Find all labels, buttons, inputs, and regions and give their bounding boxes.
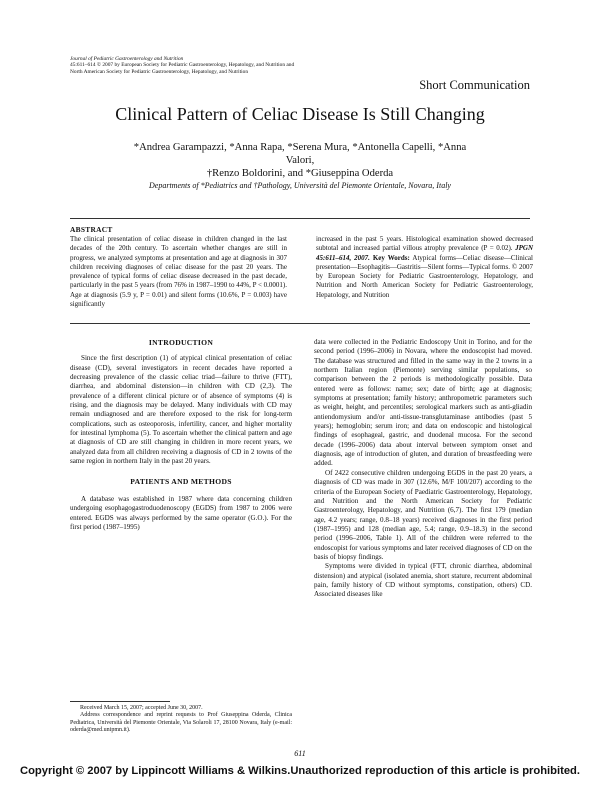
patients-methods-heading: PATIENTS AND METHODS xyxy=(130,477,232,487)
abstract-text-right xyxy=(316,235,533,300)
methods-paragraph-1: data were collected in the Pediatric Endoscopy Unit in Torino, and for the second period (1996–2006) in Novara, where the endoscopist had moved. The database was structured and filled in the same way in the 2 towns in a northern Italian region (Piemonte) serving similar populations, so comparison between the 2 periods is methodologically possible. Data entered were as follows: name; sex; date of birth; age at diagnosis; symptoms at presentation; family history; anthropometric parameters such as weight, height, and percentiles; serological markers such as anti-gliadin antiendomysium and/or anti-tissue-transglutaminase antibodies (past 5 years); hemoglobin; serum iron; and data on endoscopic and histological findings of esophageal, gastric, and duodenal mucosa. For the second decade (1996–2006) data about interval between symptom onset and diagnosis, age of introduction of gluten, and duration of breastfeeding were added. xyxy=(314,338,532,468)
footnote-address: Address correspondence and reprint requests to Prof Giuseppina Oderda, Clinica Pediatrica, Università del Piemonte Orientale, Via Solaroli 17, 28100 Novara, Italy (e-mail: oderda@med.unipmn.it). xyxy=(70,712,292,733)
methods-paragraph-2: Of 2422 consecutive children undergoing EGDS in the past 20 years, a diagnosis of CD was made in 307 (12.6%, M/F 100/207) according to the criteria of the European Society of Paediatric Gastroenterology, Hepatology, and Nutrition and the North American Society for Pediatric Gastroenterology, Hepatology, and Nutrition (6,7). The first 179 (median age, 4.2 years; range, 0.8–18 years) received diagnoses in the first period (1987–1995) and 128 (median age, 5.4; range, 0.9–18.3) in the second period (1996–2006, Table 1). All of the children were referred to the endoscopist for various symptoms and later received diagnoses of CD on the basis of biopsy findings. xyxy=(314,468,532,561)
author-line-1: *Andrea Garampazzi, *Anna Rapa, *Serena Mura, *Antonella Capelli, *Anna Valori, xyxy=(133,142,467,166)
affiliations: Departments of *Pediatrics and †Pathology, Università del Piemonte Orientale, Novara, Italy xyxy=(149,181,451,190)
article-title: Clinical Pattern of Celiac Disease Is Still Changing xyxy=(115,104,485,124)
body-column-right xyxy=(314,338,532,600)
journal-volume-line: 45:611–614 © 2007 by European Society for Pediatric Gastroenterology, Hepatology, and Nutrition and xyxy=(70,62,295,69)
introduction-heading: INTRODUCTION xyxy=(148,338,214,347)
abstract-bottom-rule xyxy=(70,323,530,324)
copyright-notice: Copyright © 2007 by Lippincott Williams & Wilkins.Unauthorized reproduction of this article is prohibited. xyxy=(19,765,580,777)
methods-paragraph-3: Symptoms were divided in typical (FTT, chronic diarrhea, abdominal distension) and atypical (isolated anemia, short stature, recurrent abdominal pain, family history of CD without symptoms, constipation, others) CD. Associated diseases like xyxy=(314,562,532,599)
keywords: Atypical forms—Celiac disease—Clinical presentation—Esophagitis—Gastritis—Silent forms—Typical forms. © 2007 by European Society for Pediatric Gastroenterology, Hepatology, and Nutrition and North American Society for Pediatric Gastroenterology, Hepatology, and Nutrition xyxy=(316,253,533,299)
abstract-top-rule xyxy=(70,218,530,219)
author-list xyxy=(120,141,480,180)
introduction-paragraph: Since the first description (1) of atypical clinical presentation of celiac disease (CD), several investigators in recent decades have reported a decreasing prevalence of the classic celiac triad—failure to thrive (FTT), diarrhea, and abdominal distension—in children with CD (2,3). The prevalence of a different clinical picture or of absence of symptoms (4) is rising, and the diagnosis may be delayed. Many individuals with CD may remain undiagnosed and are therefore exposed to the risk for long-term complications, such as osteoporosis, infertility, cancer, and higher mortality for intestinal lymphoma (5). To ascertain whether the clinical pattern and age at diagnosis of CD are still changing in children in more recent years, we analyzed data from all children receiving a diagnosis of CD in 2 towns of the same region in northern Italy in the past 20 years. xyxy=(70,354,292,466)
abstract-text-continued: increased in the past 5 years. Histological examination showed decreased subtotal and increased partial villous atrophy prevalence (P = 0.02). xyxy=(316,235,533,253)
footnote-received: Received March 15, 2007; accepted June 30, 2007. xyxy=(80,705,203,711)
journal-header xyxy=(70,56,470,75)
keywords-label: Key Words: xyxy=(372,253,410,262)
footnote xyxy=(70,705,292,734)
journal-society-line: North American Society for Pediatric Gastroenterology, Hepatology, and Nutrition xyxy=(70,68,249,75)
patients-methods-paragraph: A database was established in 1987 where data concerning children undergoing esophagogastroduodenoscopy (EGDS) from 1987 to 2006 were entered. EGDS was always performed by the same operator (G.O.). For the first period (1987–1995) xyxy=(70,494,292,531)
body-column-left xyxy=(70,338,292,532)
journal-name: Journal of Pediatric Gastroenterology and Nutrition xyxy=(70,56,184,62)
author-line-2: †Renzo Boldorini, and *Giuseppina Oderda xyxy=(206,168,394,179)
page-number: 611 xyxy=(294,749,306,758)
footnote-rule xyxy=(70,701,170,702)
abstract-heading: ABSTRACT xyxy=(70,225,113,234)
journal-citation: JPGN 45:611–614, 2007. xyxy=(316,244,534,262)
section-label: Short Communication xyxy=(419,78,530,92)
abstract-text-left: The clinical presentation of celiac disease in children changed in the last decades of the 20th century. To ascertain whether changes are still in progress, we analyzed symptoms at presentation and age at diagnosis in 307 children receiving diagnoses of celiac disease for the past 20 years. The prevalence of typical forms of celiac disease decreased in the past decade, particularly in the past 5 years (from 76% in 1987–1990 to 44%, P < 0.0001). Age at diagnosis (5.9 y, P = 0.01) and silent forms (10.6%, P = 0.003) have significantly xyxy=(70,235,287,309)
